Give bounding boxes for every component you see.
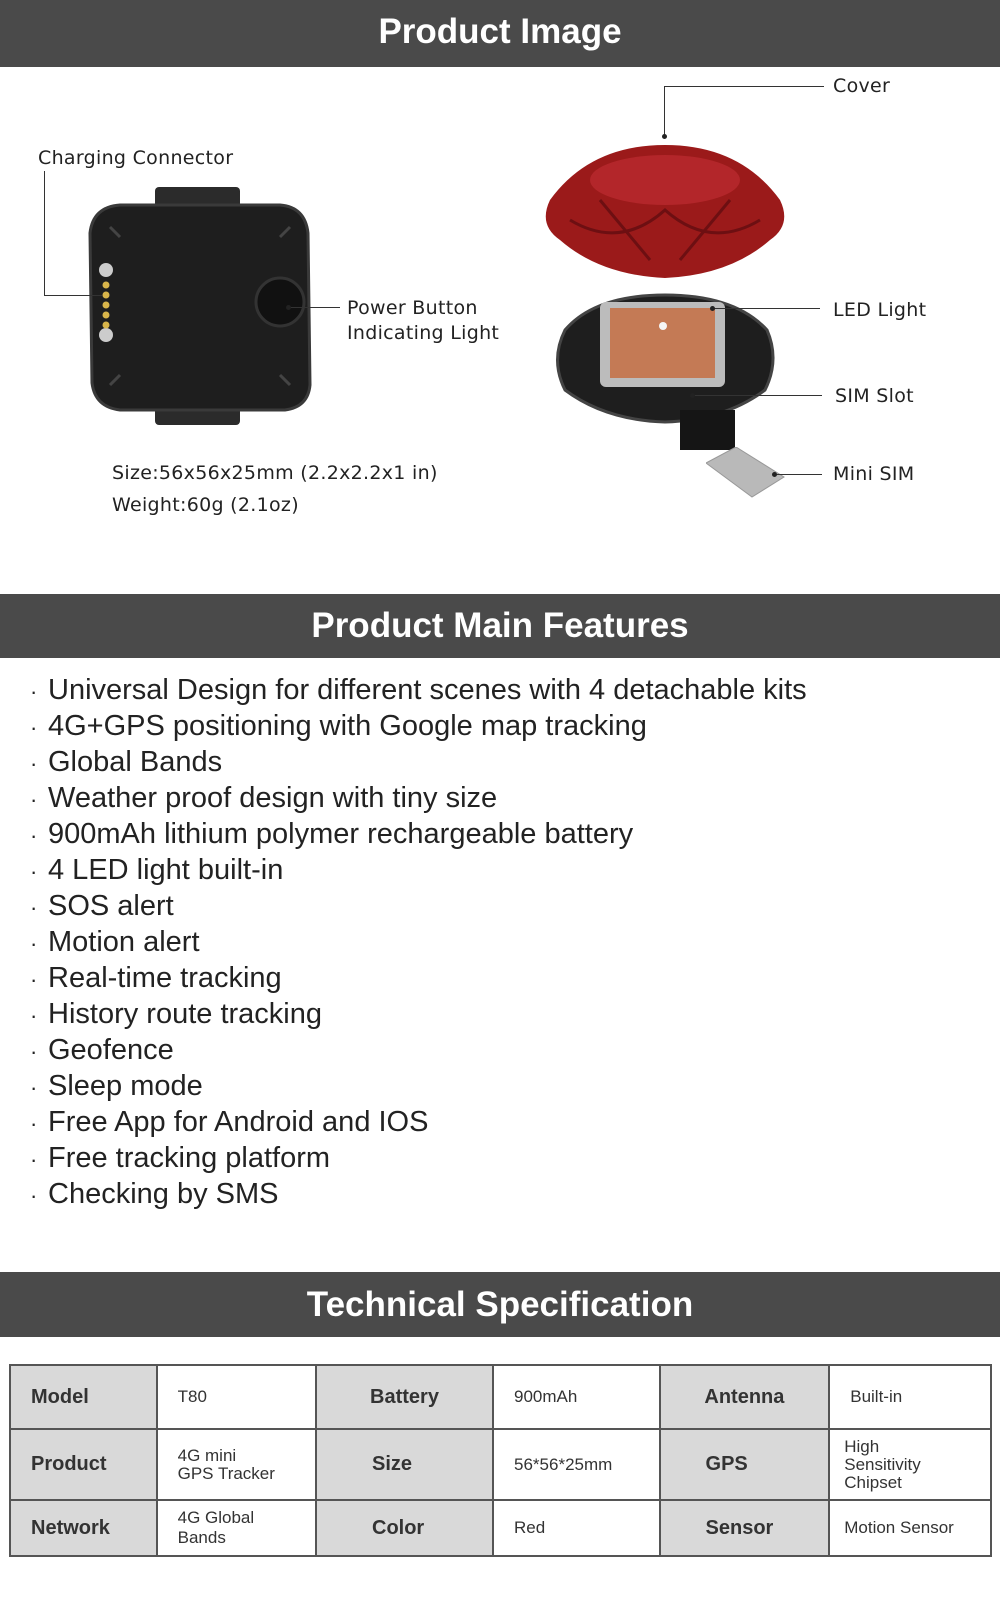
mini-sim-label: Mini SIM — [833, 463, 915, 485]
spec-value-size: 56*56*25mm — [493, 1429, 660, 1500]
feature-item: · Free tracking platform — [30, 1142, 331, 1174]
spec-key-color: Color — [316, 1500, 493, 1556]
spec-value-product: 4G mini GPS Tracker — [157, 1429, 316, 1500]
feature-item: · Sleep mode — [30, 1070, 203, 1102]
indicating-light-label: Indicating Light — [347, 322, 500, 344]
cover-leader-v — [664, 86, 665, 138]
feature-item: · Checking by SMS — [30, 1178, 279, 1210]
power-button-dot — [286, 305, 291, 310]
led-light-leader — [712, 308, 820, 309]
sim-slot-leader — [692, 395, 822, 396]
spec-key-sensor: Sensor — [660, 1500, 830, 1556]
spec-key-size: Size — [316, 1429, 493, 1500]
open-device-illustration — [545, 290, 785, 460]
power-button-leader — [288, 307, 340, 308]
feature-item: · Geofence — [30, 1034, 174, 1066]
led-light-dot — [710, 306, 715, 311]
cover-dot — [662, 134, 667, 139]
cover-label: Cover — [833, 75, 891, 97]
feature-item: · Weather proof design with tiny size — [30, 782, 498, 814]
spec-value-sensor: Motion Sensor — [829, 1500, 991, 1556]
mini-sim-leader — [774, 474, 822, 475]
table-row — [10, 1365, 991, 1429]
spec-value-model: T80 — [157, 1365, 316, 1429]
feature-item: · Global Bands — [30, 746, 223, 778]
feature-item: · SOS alert — [30, 890, 174, 922]
spec-key-product: Product — [10, 1429, 157, 1500]
red-cover-illustration — [530, 140, 800, 285]
feature-item: · Universal Design for different scenes with 4 detachable kits — [30, 674, 807, 706]
spec-key-model: Model — [10, 1365, 157, 1429]
spec-key-battery: Battery — [316, 1365, 493, 1429]
spec-value-color: Red — [493, 1500, 660, 1556]
spec-key-network: Network — [10, 1500, 157, 1556]
spec-value-gps: High Sensitivity Chipset — [829, 1429, 991, 1500]
weight-text: Weight:60g (2.1oz) — [112, 494, 299, 516]
feature-item: · Motion alert — [30, 926, 200, 958]
feature-item: · 900mAh lithium polymer rechargeable battery — [30, 818, 634, 850]
spec-heading: Technical Specification — [0, 1272, 1000, 1337]
features-heading: Product Main Features — [0, 594, 1000, 658]
spec-value-antenna: Built-in — [829, 1365, 991, 1429]
feature-item: · History route tracking — [30, 998, 322, 1030]
spec-value-battery: 900mAh — [493, 1365, 660, 1429]
power-button-label: Power Button — [347, 297, 478, 319]
led-light-label: LED Light — [833, 299, 927, 321]
size-text: Size:56x56x25mm (2.2x2.2x1 in) — [112, 462, 438, 484]
cover-leader-h — [664, 86, 824, 87]
table-row — [10, 1500, 991, 1556]
features-list — [30, 672, 807, 1212]
spec-value-network: 4G Global Bands — [157, 1500, 316, 1556]
feature-item: · 4G+GPS positioning with Google map tracking — [30, 710, 647, 742]
feature-item: · 4 LED light built-in — [30, 854, 284, 886]
spec-key-antenna: Antenna — [660, 1365, 830, 1429]
charging-connector-leader-h — [44, 295, 102, 296]
sim-slot-label: SIM Slot — [835, 385, 914, 407]
table-row — [10, 1429, 991, 1500]
charging-connector-label: Charging Connector — [38, 147, 234, 169]
feature-item: · Real-time tracking — [30, 962, 282, 994]
feature-item: · Free App for Android and IOS — [30, 1106, 429, 1138]
sim-slot-dot — [690, 393, 695, 398]
mini-sim-dot — [772, 472, 777, 477]
spec-table — [9, 1364, 992, 1557]
product-image-heading: Product Image — [0, 0, 1000, 67]
spec-key-gps: GPS — [660, 1429, 830, 1500]
device-back-illustration — [80, 185, 320, 430]
charging-connector-leader — [44, 171, 45, 295]
